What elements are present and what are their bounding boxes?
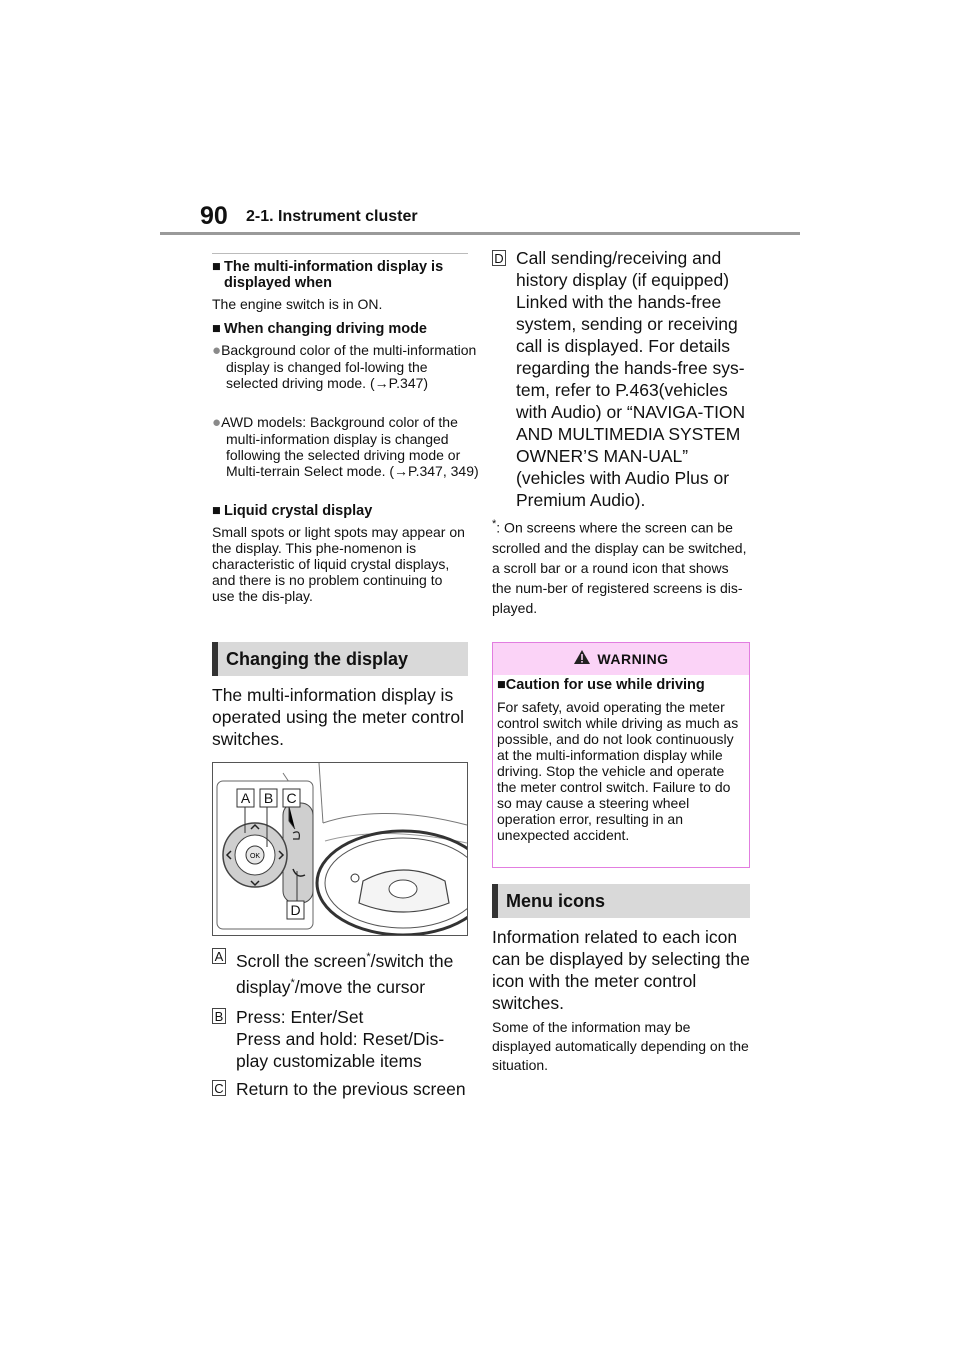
circle-bullet-icon: ● xyxy=(212,414,222,431)
warning-heading: ■Caution for use while driving xyxy=(497,677,705,693)
warning-header: WARNING xyxy=(493,643,749,675)
square-bullet-icon: ■ xyxy=(212,503,221,519)
figure-label-d: D xyxy=(290,902,301,918)
svg-text:OK: OK xyxy=(249,853,261,860)
square-bullet-icon: ■ xyxy=(212,321,221,337)
page-number: 90 xyxy=(200,202,228,230)
item-label: D xyxy=(492,250,506,266)
item-label: A xyxy=(212,948,226,964)
list-item: A Scroll the screen*/switch the display*/move the cursor xyxy=(212,946,476,992)
paragraph: The engine switch is in ON. xyxy=(212,296,383,312)
meter-switch-figure xyxy=(212,762,468,936)
warning-box xyxy=(492,642,750,868)
footnote: *: On screens where the screen can be scrolled and the display can be switched, a scroll bar or a round icon that shows the num-ber of registered screens is dis-played. xyxy=(492,518,747,616)
paragraph: Small spots or light spots may appear on the display. This phe-nomenon is characteristic of liquid crystal displays, and there is no problem continuing to use the dis-play. xyxy=(212,524,465,604)
figure-label-b: B xyxy=(263,790,274,806)
note-paragraph: Some of the information may be displayed automatically depending on the situation. xyxy=(492,1019,749,1073)
section-divider xyxy=(212,253,468,254)
square-bullet-icon: ■ xyxy=(497,677,506,693)
item-label: B xyxy=(212,1008,226,1024)
warning-triangle-icon xyxy=(573,644,591,676)
bullet-item: ●AWD models: Background color of the multi-information display is changed following the selected driving mode or Multi-terrain Select mode. (→P.347, 349) xyxy=(212,414,479,479)
figure-label-a: A xyxy=(240,790,251,806)
square-bullet-icon: ■ xyxy=(212,259,221,275)
list-item: C Return to the previous screen xyxy=(212,1078,476,1102)
list-item: D Call sending/receiving and history display (if equipped) Linked with the hands-free system, sending or receiving call is displayed. For details regarding the hands-free sys-tem, refer to P.463(vehicles with Audio) or “NAVIGA-TION AND MULTIMEDIA SYSTEM OWNER’S MAN-UAL” (vehicles with Audio Plus or Premium Audio). xyxy=(492,247,756,509)
section-heading-box: Changing the display xyxy=(212,642,468,676)
header-rule xyxy=(160,232,800,235)
list-item: B Press: Enter/Set Press and hold: Reset/Dis-play customizable items xyxy=(212,1006,476,1072)
item-label: C xyxy=(212,1080,226,1096)
intro-paragraph: Information related to each icon can be displayed by selecting the icon with the meter control switches. xyxy=(492,927,750,1013)
steering-wheel-illustration xyxy=(213,763,467,935)
warning-text: For safety, avoid operating the meter control switch while driving as much as possible, and do not look continuously at the multi-information display while driving. Stop the vehicle and operate the meter control switch. Failure to do so may cause a steering wheel operation error, resulting in an unexpected accident. xyxy=(497,699,739,843)
circle-bullet-icon: ● xyxy=(212,342,222,359)
section-heading-box: Menu icons xyxy=(492,884,750,918)
subsection-heading: ■ The multi-information display is displayed when xyxy=(212,259,444,291)
subsection-heading: ■ Liquid crystal display xyxy=(212,503,373,519)
subsection-heading: ■ When changing driving mode xyxy=(212,321,427,337)
intro-paragraph: The multi-information display is operated using the meter control switches. xyxy=(212,685,464,749)
section-title: 2-1. Instrument cluster xyxy=(246,208,418,225)
figure-label-c: C xyxy=(286,790,297,806)
bullet-item: ●Background color of the multi-information display is changed fol-lowing the selected driving mode. (→P.347) xyxy=(212,342,477,391)
